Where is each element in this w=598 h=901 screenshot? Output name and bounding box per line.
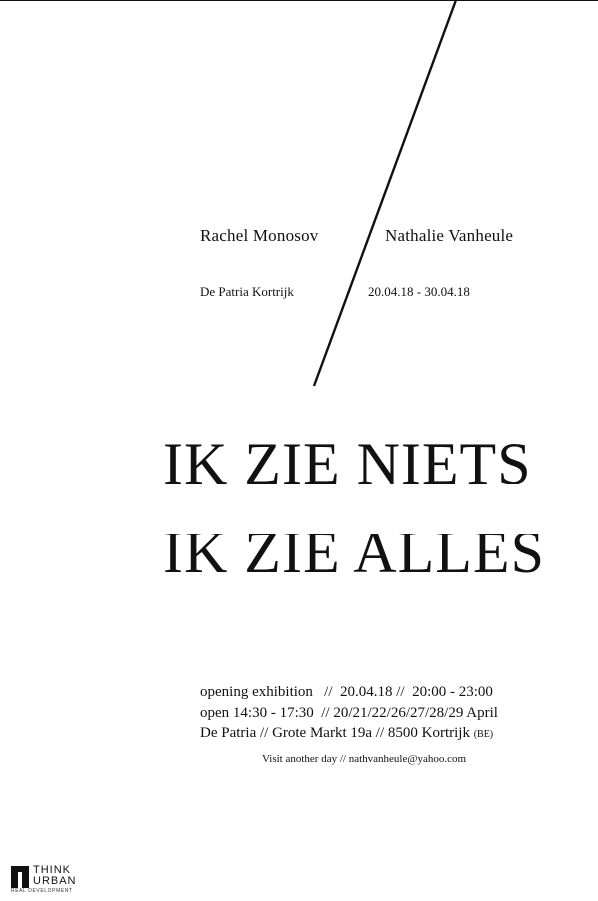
title-line-1-text: IK ZIE NIETS [163, 444, 532, 484]
title-line-2-text: IK ZIE ALLES [163, 534, 545, 578]
venue-name: De Patria Kortrijk [200, 284, 294, 299]
artist-name-left: Rachel Monosov [200, 226, 319, 245]
exhibition-dates: 20.04.18 - 30.04.18 [368, 284, 470, 299]
artist-name-right: Nathalie Vanheule [385, 226, 514, 245]
title-line-1 [163, 444, 583, 484]
opening-info: opening exhibition // 20.04.18 // 20:00 - 23:00 [200, 684, 493, 700]
logo-word-urban: URBAN [33, 875, 77, 887]
address-text: De Patria // Grote Markt 19a // 8500 Kortrijk [200, 725, 470, 741]
logo-tagline: REAL DEVELOPMENT [11, 888, 73, 894]
address-line [200, 725, 493, 742]
think-urban-logo [11, 864, 91, 894]
logo-word-think: THINK [33, 864, 71, 876]
country-code: (BE) [473, 729, 494, 740]
contact-line: Visit another day // nathvanheule@yahoo.com [262, 753, 467, 765]
logo-mark-icon [11, 866, 29, 888]
opening-hours: open 14:30 - 17:30 // 20/21/22/26/27/28/29 April [200, 705, 498, 721]
title-line-2 [163, 534, 583, 578]
